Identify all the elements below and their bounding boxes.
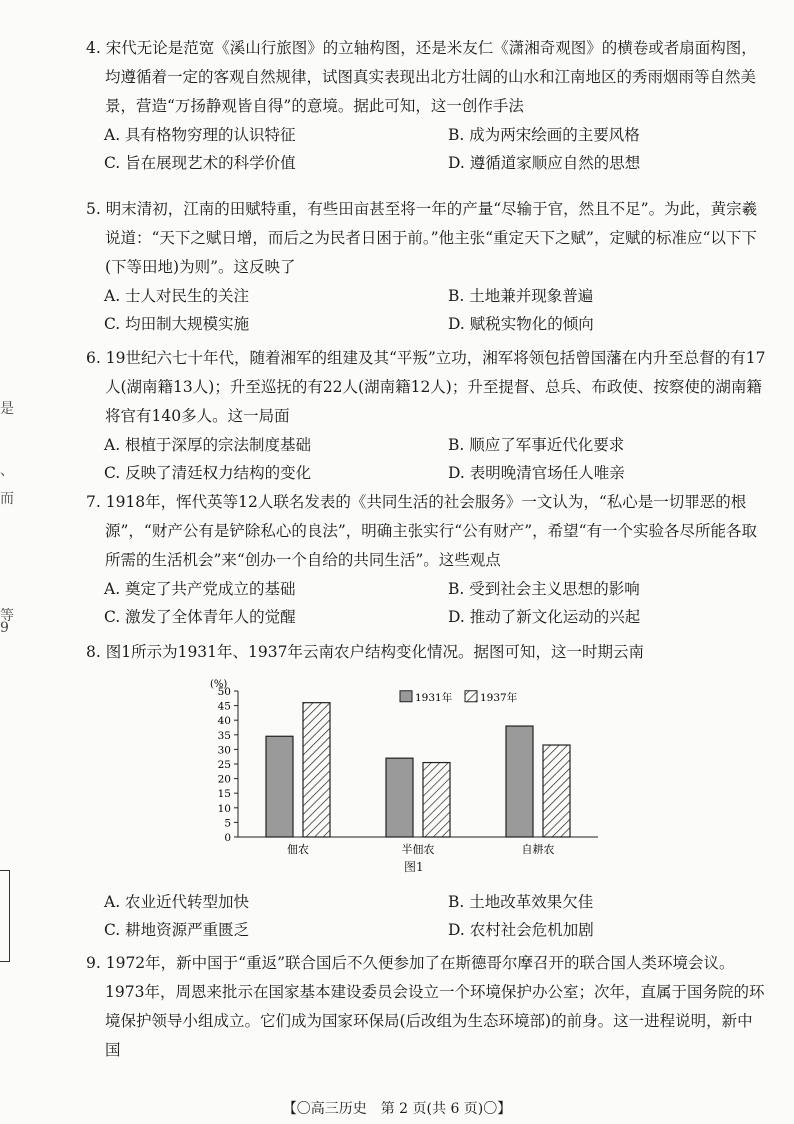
- option-c: C. 均田制大规模实施: [104, 315, 250, 333]
- bar-chart: [190, 664, 610, 854]
- figure-caption: 图1: [404, 860, 424, 874]
- margin-mark: 等: [0, 608, 14, 624]
- option-d: D. 遵循道家顺应自然的思想: [448, 154, 641, 172]
- question-5: [86, 195, 766, 338]
- legend-label: 1937年: [480, 691, 518, 704]
- page-footer: 【〇高三历史 第 2 页(共 6 页)〇】: [282, 1101, 512, 1117]
- y-tick-label: 15: [217, 788, 231, 801]
- question-stem: 5. 明末清初，江南的田赋特重，有些田亩甚至将一年的产量“尽输于官，然且不足”。为此，黄宗羲说道：“天下之赋日增，而后之为民者日困于前。”他主张“重定天下之赋”，定赋的标准应“以下下(下等田地)为则”。这反映了: [86, 200, 758, 276]
- question-6: [86, 344, 766, 487]
- option-row: [86, 310, 766, 338]
- bar: [506, 726, 533, 837]
- bar: [543, 745, 570, 837]
- option-row: [86, 121, 766, 149]
- option-row: [86, 916, 766, 944]
- option-row: [86, 575, 766, 603]
- margin-mark: 而: [0, 491, 14, 507]
- option-d: D. 农村社会危机加剧: [448, 921, 594, 939]
- legend-label: 1931年: [415, 691, 453, 704]
- option-a: A. 根植于深厚的宗法制度基础: [104, 436, 312, 454]
- margin-mark: 9: [0, 620, 9, 636]
- question-stem: 7. 1918年，恽代英等12人联名发表的《共同生活的社会服务》一文认为，“私心是一切罪恶的根源”，“财产公有是铲除私心的良法”，明确主张实行“公有财产”，希望“有一个实验各尽所能各取所需的生活机会”来“创办一个自给的共同生活”。这些观点: [86, 493, 758, 569]
- question-4: [86, 34, 766, 177]
- option-d: D. 推动了新文化运动的兴起: [448, 608, 641, 626]
- y-tick-label: 45: [217, 700, 231, 713]
- y-axis-label: (%): [210, 679, 228, 690]
- x-tick-label: 半佃农: [401, 843, 435, 854]
- bar: [303, 703, 330, 837]
- question-8: [86, 638, 766, 667]
- option-c: C. 旨在展现艺术的科学价值: [104, 154, 296, 172]
- option-row: [86, 149, 766, 177]
- y-tick-label: 30: [217, 744, 231, 757]
- bar: [386, 758, 413, 837]
- question-stem: 9. 1972年，新中国于“重返”联合国后不久便参加了在斯德哥尔摩召开的联合国人类环境会议。1973年，周恩来批示在国家基本建设委员会设立一个环境保护办公室；次年，直属于国务院的环境保护领导小组成立。它们成为国家环保局(后改组为生态环境部)的前身。这一进程说明，新中国: [86, 954, 765, 1059]
- option-row: [86, 603, 766, 631]
- y-tick-label: 5: [224, 817, 231, 830]
- option-a: A. 士人对民生的关注: [104, 287, 250, 305]
- y-tick-label: 0: [224, 832, 231, 844]
- question-stem: 4. 宋代无论是范宽《溪山行旅图》的立轴构图，还是米友仁《潇湘奇观图》的横卷或者扇面构图，均遵循着一定的客观自然规律，试图真实表现出北方壮阔的山水和江南地区的秀雨烟雨等自然美景，营造“万扬静观皆自得”的意境。据此可知，这一创作手法: [86, 39, 757, 115]
- option-b: B. 成为两宋绘画的主要风格: [448, 126, 640, 144]
- bar: [423, 763, 450, 837]
- question-7: [86, 488, 766, 631]
- margin-mark: 是: [0, 401, 14, 417]
- option-row: [86, 888, 766, 916]
- margin-binding-bar: [0, 870, 10, 962]
- y-tick-label: 20: [217, 773, 231, 786]
- y-tick-label: 25: [217, 759, 231, 771]
- option-b: B. 受到社会主义思想的影响: [448, 580, 640, 598]
- option-d: D. 赋税实物化的倾向: [448, 315, 594, 333]
- option-a: A. 奠定了共产党成立的基础: [104, 580, 296, 598]
- bar: [266, 736, 293, 837]
- x-tick-label: 佃农: [287, 843, 309, 854]
- x-tick-label: 自耕农: [521, 843, 555, 854]
- legend-swatch: [465, 691, 477, 702]
- option-c: C. 反映了清廷权力结构的变化: [104, 464, 312, 482]
- option-row: [86, 282, 766, 310]
- option-a: A. 具有格物穷理的认识特征: [104, 126, 296, 144]
- legend-swatch: [400, 691, 412, 702]
- option-row: [86, 431, 766, 459]
- option-row: [86, 459, 766, 487]
- option-b: B. 顺应了军事近代化要求: [448, 436, 625, 454]
- y-tick-label: 35: [217, 729, 231, 742]
- margin-mark: 、: [0, 463, 14, 479]
- y-tick-label: 40: [217, 715, 231, 728]
- question-stem: 8. 图1所示为1931年、1937年云南农户结构变化情况。据图可知，这一时期云南: [86, 643, 644, 661]
- y-tick-label: 50: [217, 686, 231, 698]
- option-b: B. 土地兼并现象普遍: [448, 287, 594, 305]
- option-a: A. 农业近代转型加快: [104, 893, 250, 911]
- question-8-options: [86, 888, 766, 944]
- y-tick-label: 10: [217, 802, 231, 815]
- option-c: C. 耕地资源严重匮乏: [104, 921, 250, 939]
- question-9: [86, 949, 766, 1065]
- option-d: D. 表明晚清官场任人唯亲: [448, 464, 625, 482]
- question-stem: 6. 19世纪六七十年代，随着湘军的组建及其“平叛”立功，湘军将领包括曾国藩在内升至总督的有17人(湖南籍13人)；升至巡抚的有22人(湖南籍12人)；升至提督、总兵、布政使、按察使的湖南籍将官有140多人。这一局面: [86, 349, 766, 425]
- option-b: B. 土地改革效果欠佳: [448, 893, 594, 911]
- option-c: C. 激发了全体青年人的觉醒: [104, 608, 296, 626]
